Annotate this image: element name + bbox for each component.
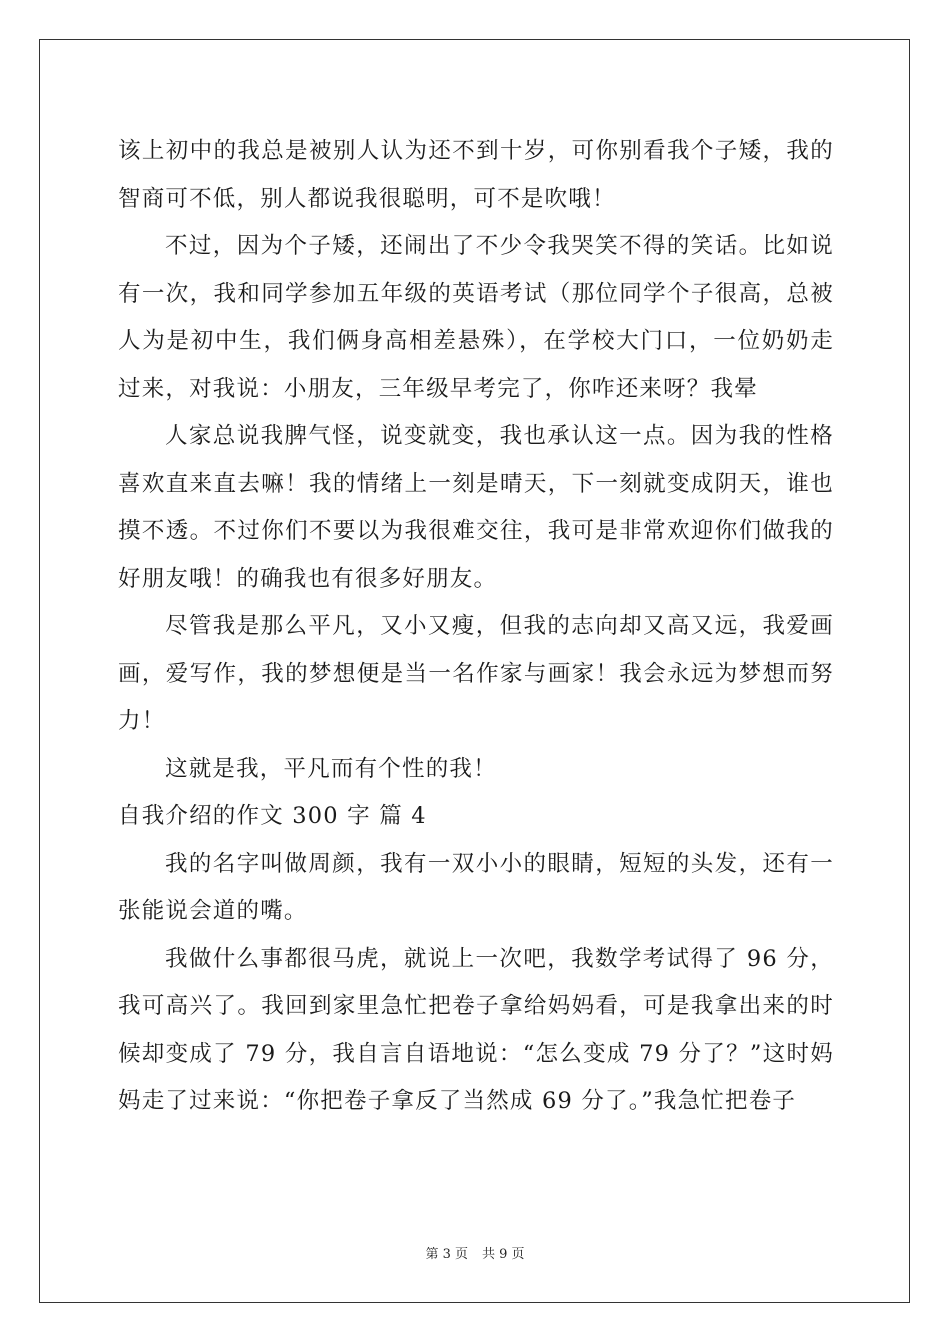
- page-total: 共 9 页: [482, 1247, 525, 1262]
- paragraph-6: 我的名字叫做周颜，我有一双小小的眼睛，短短的头发，还有一张能说会道的嘴。: [118, 850, 834, 924]
- paragraph-5: 这就是我，平凡而有个性的我！: [165, 755, 497, 782]
- paragraph-4: 尽管我是那么平凡，又小又瘦，但我的志向却又高又远，我爱画画，爱写作，我的梦想便是当一名作家与画家！我会永远为梦想而努力！: [118, 613, 834, 734]
- page-footer: [0, 1245, 950, 1265]
- paragraph-3: 人家总说我脾气怪，说变就变，我也承认这一点。因为我的性格喜欢直来直去嘛！我的情绪上一刻是晴天，下一刻就变成阴天，谁也摸不透。不过你们不要以为我很难交往，我可是非常欢迎你们做我的好朋友哦！的确我也有很多好朋友。: [118, 423, 834, 592]
- paragraph-1: 该上初中的我总是被别人认为还不到十岁，可你别看我个子矮，我的智商可不低，别人都说我很聪明，可不是吹哦！: [118, 138, 834, 212]
- paragraph-2: 不过，因为个子矮，还闹出了不少令我哭笑不得的笑话。比如说有一次，我和同学参加五年级的英语考试（那位同学个子很高，总被人为是初中生，我们俩身高相差悬殊），在学校大门口，一位奶奶走过来，对我说：小朋友，三年级早考完了，你咋还来呀？我晕: [118, 233, 834, 402]
- paragraph-7: 我做什么事都很马虎，就说上一次吧，我数学考试得了 96 分，我可高兴了。我回到家里急忙把卷子拿给妈妈看，可是我拿出来的时候却变成了 79 分，我自言自语地说：“怎么变成 79 分了？”这时妈妈走了过来说：“你把卷子拿反了当然成 69 分了。”我急忙把卷子: [118, 945, 834, 1114]
- section-heading: 自我介绍的作文 300 字 篇 4: [118, 803, 427, 829]
- document-body: [118, 128, 834, 1126]
- page-number: 第 3 页: [425, 1247, 468, 1262]
